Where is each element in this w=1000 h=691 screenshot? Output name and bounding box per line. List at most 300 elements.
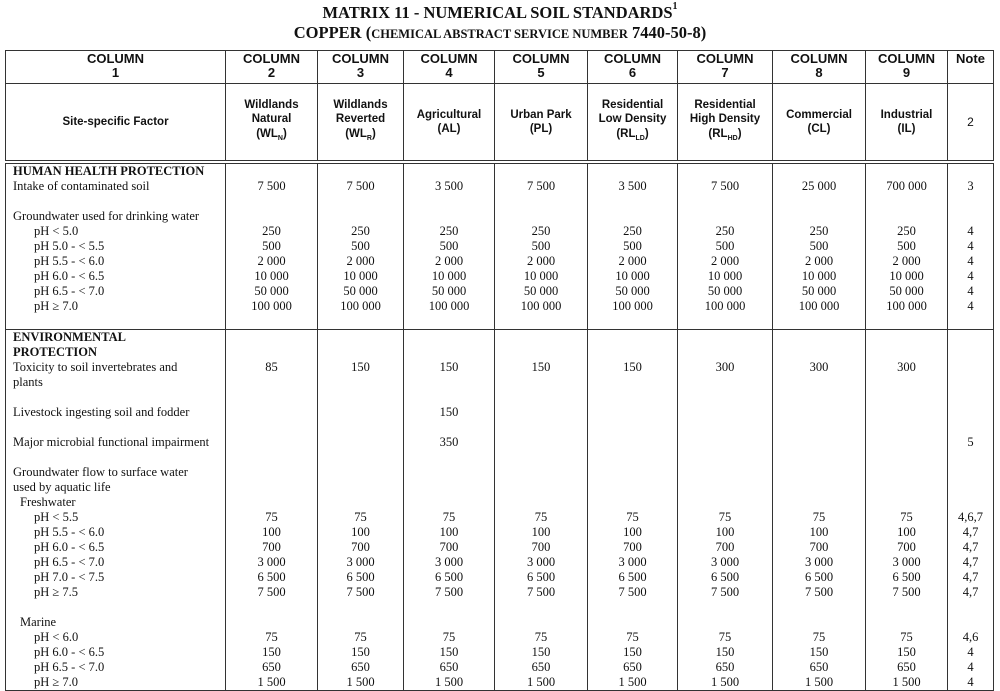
standard-value: 2 000 [618,254,647,268]
spacer [588,330,677,345]
land-use-header-7 [678,84,773,163]
standard-value: 250 [439,224,459,238]
abbr-text: (RL [616,127,636,140]
abbr-text: (PL) [529,123,553,135]
abbr-subscript: HD [727,134,738,142]
note-reference: 4 [967,254,974,268]
spacer [773,164,865,179]
factor-label: Marine [20,615,57,629]
land-use-name: Wildlands [244,98,299,111]
note-reference: 4,6,7 [958,510,983,524]
spacer [866,164,947,179]
standard-value [495,495,587,510]
factor-label: pH 6.5 - < 7.0 [34,660,105,674]
factor-label: pH 5.0 - < 5.5 [34,239,105,253]
land-use-abbreviation [678,127,772,147]
environmental-notes [948,330,994,691]
standard-value: 650 [897,660,916,674]
human-health-col-4 [404,162,495,330]
standard-value: 50 000 [615,284,650,298]
land-use-name: Industrial [880,108,933,121]
row-gap [948,450,993,465]
section-heading: ENVIRONMENTAL [13,330,126,344]
standard-value [866,495,947,510]
land-use-name: Commercial [786,108,852,121]
spacer [318,375,403,390]
column-header-number: 5 [537,65,545,80]
spacer [948,375,993,390]
spacer [404,330,494,345]
standard-value: 85 [265,360,278,374]
column-header-number: 9 [902,65,911,80]
factor-label: Groundwater used for drinking water [13,209,200,223]
standard-value: 700 [809,540,829,554]
row-gap [948,390,993,405]
column-header-number: 2 [267,65,276,80]
column-header-number: 8 [815,65,823,80]
row-gap [226,450,317,465]
standard-value [588,480,677,495]
subtitle-part-c: 7440-50-8) [627,23,707,42]
note-reference: 4 [967,660,974,674]
standard-value: 100 [715,525,735,539]
note-reference [948,480,993,495]
abbr-text: (AL) [437,123,461,135]
standard-value: 350 [439,435,459,449]
human-health-col-3 [318,162,404,330]
row-gap [404,420,494,435]
standard-value: 3 000 [618,555,647,569]
standard-value: 100 [351,525,370,539]
standard-value: 300 [897,360,916,374]
standard-value: 7 500 [346,585,375,599]
standard-value: 75 [354,510,367,524]
standard-value: 150 [262,645,281,659]
column-header-9 [866,51,948,84]
standard-value: 150 [715,645,735,659]
standard-value: 7 500 [257,585,286,599]
standard-value: 150 [439,405,459,419]
standard-value [588,209,677,224]
row-gap [226,420,317,435]
column-header-number: 6 [628,65,637,80]
spacer [948,164,993,179]
standard-value [773,495,865,510]
column-header-label: COLUMN [877,51,936,66]
standard-value: 7 500 [804,585,834,599]
standard-value [588,465,677,480]
row-gap [318,600,403,615]
note-reference: 4 [967,299,974,313]
standard-value: 100 [897,525,916,539]
standard-value: 10 000 [254,269,289,283]
environmental-section [6,330,994,691]
spacer [226,345,317,360]
spacer [678,375,772,390]
note-reference [948,360,993,375]
standard-value [226,209,317,224]
standard-value: 1 500 [804,675,834,689]
factor-label: pH ≥ 7.5 [34,585,79,599]
standard-value: 250 [531,224,551,238]
standard-value [404,209,494,224]
human-health-labels [6,162,226,330]
standard-value [495,435,587,450]
title-footnote-marker: 1 [672,1,678,12]
standard-value [588,615,677,630]
spacer [773,375,865,390]
factor-label: pH < 5.0 [34,224,79,238]
spacer [678,330,772,345]
row-gap [6,194,225,209]
standard-value: 2 000 [346,254,375,268]
standard-value [866,480,947,495]
spacer [678,345,772,360]
section-heading: HUMAN HEALTH PROTECTION [13,164,205,178]
spacer [404,164,494,179]
standard-value: 3 500 [618,179,647,193]
row-gap [678,390,772,405]
abbr-text: (RL [708,127,728,140]
standard-value: 500 [439,239,459,253]
subtitle-part-a: COPPER ( [293,23,372,42]
abbr-close: ) [737,127,742,140]
row-gap [948,420,993,435]
standard-value [404,615,494,630]
note-reference: 4 [967,239,974,253]
standard-value: 700 [439,540,459,554]
note-reference: 4,7 [962,585,979,599]
environmental-col-4 [404,330,495,691]
row-gap [866,450,947,465]
row-gap [404,194,494,209]
row-gap [404,450,494,465]
standard-value [226,615,317,630]
standard-value: 3 000 [526,555,556,569]
standard-value: 6 500 [804,570,834,584]
row-gap [6,450,225,465]
column-header-label: COLUMN [331,51,390,66]
land-use-name-line2: Natural [251,113,292,126]
standard-value: 250 [715,224,735,238]
land-use-header-3 [318,84,404,163]
standard-value: 700 000 [886,179,927,193]
abbr-subscript: N [277,134,283,142]
document-subtitle [0,23,1000,43]
abbr-subscript: LD [635,134,645,142]
standard-value [318,480,403,495]
land-use-name: Residential [601,98,664,111]
standard-value [318,405,403,420]
note-header-value [948,84,994,163]
row-gap [866,194,947,209]
standard-value: 300 [715,360,735,374]
standard-value: 1 500 [346,675,375,689]
spacer [226,375,317,390]
factor-label: pH 6.0 - < 6.5 [34,645,105,659]
factor-label: pH < 6.0 [34,630,79,644]
standard-value: 75 [718,510,732,524]
factor-label: pH < 5.5 [34,510,79,524]
standard-value: 50 000 [343,284,378,298]
standard-value: 7 500 [710,585,740,599]
row-gap [588,600,677,615]
column-header-3 [318,51,404,84]
row-gap [495,420,587,435]
note-header-label: Note [956,51,985,66]
standard-value [866,615,947,630]
human-health-col-6 [588,162,678,330]
environmental-col-9 [866,330,948,691]
row-gap [404,390,494,405]
factor-label: pH ≥ 7.0 [34,675,79,689]
standard-value: 6 500 [892,570,921,584]
standard-value: 3 000 [710,555,740,569]
note-reference: 4,6 [962,630,979,644]
standard-value: 1 500 [710,675,740,689]
standard-value [773,465,865,480]
row-gap [318,420,403,435]
abbr-text: (WL [256,127,278,140]
row-gap [495,390,587,405]
abbr-close: ) [371,127,376,140]
land-use-header-9 [866,84,948,163]
standard-value: 500 [351,239,370,253]
standard-value: 650 [623,660,642,674]
spacer [318,330,403,345]
standard-value: 500 [897,239,916,253]
standard-value: 7 500 [618,585,647,599]
environmental-col-7 [678,330,773,691]
standard-value: 75 [718,630,732,644]
standard-value [495,405,587,420]
note-reference: 4 [967,645,974,659]
standard-value: 10 000 [343,269,378,283]
standard-value: 10 000 [889,269,924,283]
column-header-label: COLUMN [86,51,145,66]
note-reference: 4 [967,269,974,283]
factor-label: Major microbial functional impairment [13,435,210,449]
standard-value: 2 000 [892,254,921,268]
standard-value: 50 000 [889,284,924,298]
standard-value: 1 500 [257,675,286,689]
standard-value: 50 000 [801,284,837,298]
standard-value [588,495,677,510]
row-gap [678,420,772,435]
row-gap [588,194,677,209]
standard-value: 7 500 [346,179,375,193]
land-use-header-5 [495,84,588,163]
column-header-8 [773,51,866,84]
standard-value: 7 500 [710,179,740,193]
standard-value: 50 000 [254,284,289,298]
standard-value [866,465,947,480]
spacer [226,330,317,345]
note-reference: 4 [967,675,974,689]
standard-value: 100 [262,525,281,539]
standard-value: 50 000 [523,284,559,298]
standard-value: 10 000 [801,269,837,283]
standard-value: 3 000 [804,555,834,569]
row-gap [495,600,587,615]
standard-value [318,615,403,630]
land-use-header-6 [588,84,678,163]
column-header-label: COLUMN [242,51,301,66]
standard-value: 6 500 [434,570,464,584]
column-header-label: COLUMN [512,51,570,66]
standard-value [678,480,772,495]
row-gap [866,600,947,615]
factor-label: Toxicity to soil invertebrates and [13,360,178,374]
standard-value: 150 [439,360,459,374]
column-header-1 [6,51,226,84]
standard-value [318,465,403,480]
standard-value [773,480,865,495]
standard-value: 700 [623,540,642,554]
standard-value: 75 [354,630,367,644]
note-column-header [948,51,994,84]
human-health-col-7 [678,162,773,330]
standard-value: 75 [812,510,826,524]
column-header-4 [404,51,495,84]
standard-value: 650 [715,660,735,674]
standard-value: 2 000 [710,254,740,268]
row-gap [495,194,587,209]
spacer [495,375,587,390]
column-header-label: COLUMN [603,51,662,66]
standard-value [866,209,947,224]
standard-value: 6 500 [526,570,556,584]
abbr-subscript: R [366,134,372,142]
column-header-6 [588,51,678,84]
standard-value: 700 [715,540,735,554]
human-health-col-9 [866,162,948,330]
standard-value: 3 000 [257,555,286,569]
column-header-7 [678,51,773,84]
land-use-name: Site-specific Factor [62,115,169,128]
standard-value: 2 000 [526,254,556,268]
standard-value [404,465,494,480]
standard-value: 7 500 [526,585,556,599]
standard-value: 100 [439,525,459,539]
row-gap [948,194,993,209]
standard-value: 10 000 [615,269,650,283]
standard-value: 75 [265,630,278,644]
row-gap [6,600,225,615]
row-gap [678,450,772,465]
column-header-number: 1 [111,65,120,80]
factor-label: pH 7.0 - < 7.5 [34,570,105,584]
land-use-abbreviation [588,127,677,147]
standard-value: 250 [623,224,642,238]
land-use-header-4 [404,84,495,163]
standard-value: 150 [531,360,551,374]
row-gap [226,390,317,405]
standard-value: 700 [262,540,281,554]
note-reference: 4 [967,284,974,298]
spacer [318,164,403,179]
standard-value: 75 [626,630,639,644]
standard-value: 500 [262,239,281,253]
standard-value: 100 [809,525,829,539]
standard-value: 10 000 [707,269,743,283]
environmental-col-3 [318,330,404,691]
note-value: 2 [967,114,974,129]
row-gap [773,390,865,405]
section-end-gap [226,314,317,329]
human-health-section [6,162,994,330]
section-end-gap [318,314,403,329]
standard-value: 500 [809,239,829,253]
standard-value: 100 000 [886,299,927,313]
abbr-text: (CL) [807,123,831,135]
standard-value [495,465,587,480]
land-use-name: Agricultural [416,108,482,121]
row-gap [678,600,772,615]
row-gap [318,390,403,405]
standard-value [495,209,587,224]
environmental-col-5 [495,330,588,691]
standard-value: 300 [809,360,829,374]
standard-value [318,209,403,224]
standard-value [404,495,494,510]
spacer [773,330,865,345]
standard-value: 250 [897,224,916,238]
standard-value [773,615,865,630]
spacer [948,345,993,360]
note-reference: 4,7 [962,570,979,584]
standard-value: 3 000 [892,555,921,569]
land-use-name: Urban Park [510,108,572,121]
factor-label: Groundwater flow to surface water [13,465,188,479]
standard-value [588,405,677,420]
factor-label: used by aquatic life [13,480,111,494]
note-reference: 4 [967,224,974,238]
note-reference: 5 [967,435,974,449]
spacer [773,345,865,360]
standard-value [495,615,587,630]
standard-value: 650 [262,660,281,674]
standard-value: 7 500 [434,585,464,599]
standard-value [773,209,865,224]
standard-value: 3 000 [346,555,375,569]
standard-value [495,480,587,495]
standard-value [318,435,403,450]
row-gap [318,194,403,209]
note-reference: 4,7 [962,540,979,554]
standard-value: 75 [900,630,913,644]
row-gap [6,390,225,405]
column-name-header-row [6,84,994,163]
standard-value: 7 500 [257,179,286,193]
factor-label: pH 5.5 - < 6.0 [34,525,105,539]
column-header-label: COLUMN [790,51,848,66]
human-health-col-8 [773,162,866,330]
row-gap [588,390,677,405]
standard-value [678,435,772,450]
note-reference [948,405,993,420]
abbr-text: (WL [345,127,367,140]
standard-value: 50 000 [707,284,743,298]
standard-value: 75 [626,510,639,524]
land-use-header-8 [773,84,866,163]
standard-value: 100 000 [520,299,562,313]
standard-value [678,495,772,510]
standard-value: 150 [809,645,829,659]
human-health-col-5 [495,162,588,330]
spacer [948,330,993,345]
standard-value: 1 500 [618,675,647,689]
